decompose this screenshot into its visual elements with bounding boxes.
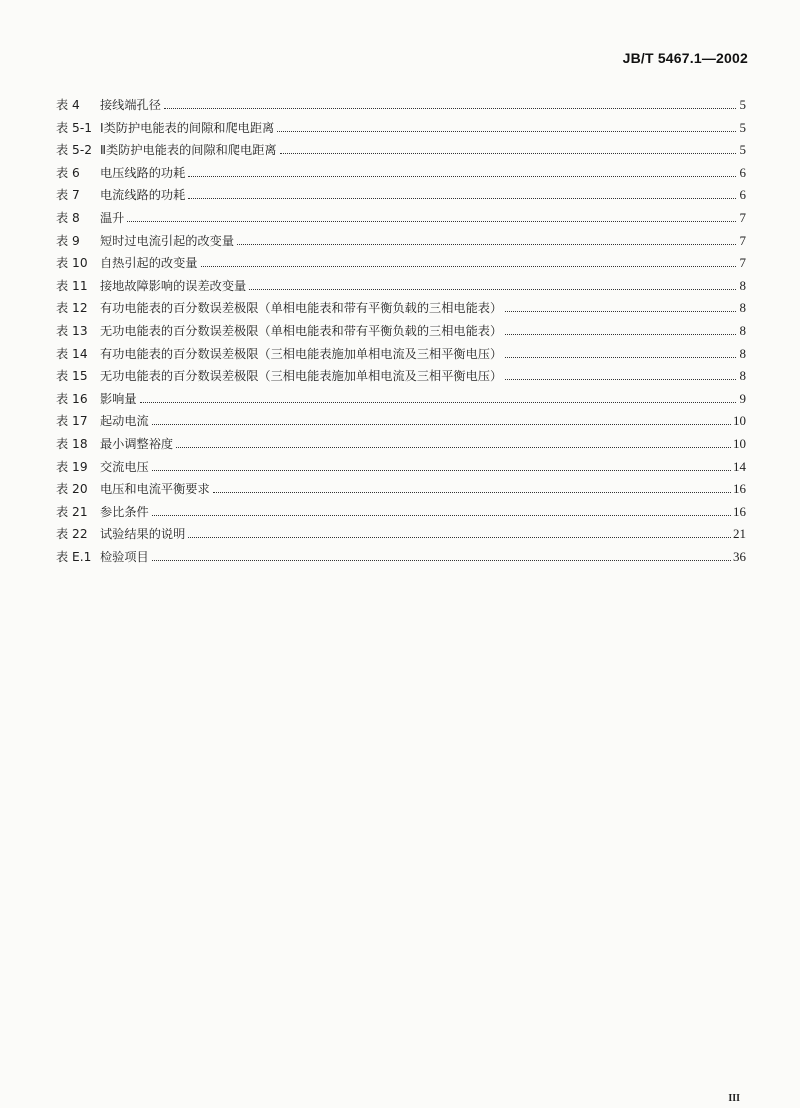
toc-entry-number: 表 6 bbox=[56, 165, 80, 180]
toc-entry-number: 表 E.1 bbox=[56, 549, 92, 564]
toc-entry-number: 表 11 bbox=[56, 278, 88, 293]
toc-entry-page: 14 bbox=[733, 458, 746, 474]
toc-leader-dots bbox=[237, 244, 736, 245]
toc-entry-number: 表 8 bbox=[56, 210, 80, 225]
toc-entry-title: 试验结果的说明 bbox=[100, 527, 186, 542]
toc-entry-number: 表 20 bbox=[56, 482, 88, 497]
toc-entry-title: 无功电能表的百分数误差极限（单相电能表和带有平衡负载的三相电能表） bbox=[100, 323, 503, 338]
toc-leader-dots bbox=[176, 447, 731, 448]
toc-entry-title: 有功电能表的百分数误差极限（三相电能表施加单相电流及三相平衡电压） bbox=[100, 346, 503, 361]
toc-entry-title: 交流电压 bbox=[100, 459, 149, 474]
toc-entry-title: 电流线路的功耗 bbox=[100, 188, 186, 203]
toc-entry[interactable] bbox=[56, 388, 746, 411]
toc-leader-dots bbox=[140, 402, 736, 403]
toc-leader-dots bbox=[505, 311, 736, 312]
toc-leader-dots bbox=[280, 153, 736, 154]
toc-entry-number: 表 22 bbox=[56, 527, 88, 542]
toc-leader-dots bbox=[249, 289, 736, 290]
toc-entry-page: 8 bbox=[739, 300, 746, 316]
toc-leader-dots bbox=[152, 470, 731, 471]
toc-entry-page: 6 bbox=[739, 187, 746, 203]
standard-code: JB/T 5467.1—2002 bbox=[622, 50, 748, 66]
toc-entry-title: 短时过电流引起的改变量 bbox=[100, 233, 235, 248]
toc-entry-page: 8 bbox=[739, 277, 746, 293]
toc-entry-title: 接地故障影响的误差改变量 bbox=[100, 278, 247, 293]
toc-entry-number: 表 5-2 bbox=[56, 143, 92, 158]
toc-entry-page: 8 bbox=[739, 368, 746, 384]
toc-leader-dots bbox=[188, 176, 736, 177]
toc-entry-title: 接线端孔径 bbox=[100, 98, 161, 112]
toc-entry-page: 7 bbox=[739, 255, 746, 271]
toc-entry[interactable] bbox=[56, 297, 746, 320]
toc-entry[interactable] bbox=[56, 230, 746, 253]
toc-leader-dots bbox=[152, 424, 731, 425]
toc-entry[interactable] bbox=[56, 478, 746, 501]
toc-entry-title: 无功电能表的百分数误差极限（三相电能表施加单相电流及三相平衡电压） bbox=[100, 369, 503, 384]
toc-entry-number: 表 17 bbox=[56, 414, 88, 429]
toc-entry-page: 36 bbox=[733, 548, 746, 564]
toc-entry-title: 起动电流 bbox=[100, 414, 149, 429]
page-number: III bbox=[728, 1093, 740, 1104]
toc-entry-number: 表 7 bbox=[56, 188, 80, 203]
toc-entry[interactable] bbox=[56, 275, 746, 298]
toc-entry[interactable] bbox=[56, 456, 746, 479]
toc-entry-page: 5 bbox=[739, 119, 746, 135]
toc-entry[interactable] bbox=[56, 252, 746, 275]
toc-entry-number: 表 5-1 bbox=[56, 120, 92, 135]
toc-entry-title: 电压线路的功耗 bbox=[100, 165, 186, 180]
toc-entry-page: 10 bbox=[733, 413, 746, 429]
toc-entry-title: 影响量 bbox=[100, 391, 137, 406]
toc-leader-dots bbox=[505, 357, 736, 358]
toc-entry-title: 最小调整裕度 bbox=[100, 436, 174, 451]
toc-entry-title: 温升 bbox=[100, 210, 125, 225]
toc-entry-page: 9 bbox=[739, 390, 746, 406]
toc-entry-title: 有功电能表的百分数误差极限（单相电能表和带有平衡负载的三相电能表） bbox=[100, 301, 503, 316]
toc-leader-dots bbox=[152, 560, 731, 561]
toc-entry[interactable] bbox=[56, 546, 746, 569]
toc-entry-title: 检验项目 bbox=[100, 549, 149, 564]
toc-entry-page: 21 bbox=[733, 526, 746, 542]
toc-entry[interactable] bbox=[56, 162, 746, 185]
toc-leader-dots bbox=[277, 131, 736, 132]
toc-entry-page: 8 bbox=[739, 322, 746, 338]
table-list-toc bbox=[56, 94, 746, 568]
toc-entry[interactable] bbox=[56, 94, 746, 117]
toc-entry[interactable] bbox=[56, 410, 746, 433]
toc-leader-dots bbox=[188, 537, 731, 538]
toc-leader-dots bbox=[127, 221, 736, 222]
toc-entry-title: Ⅰ类防护电能表的间隙和爬电距离 bbox=[100, 120, 275, 135]
toc-entry-title: 参比条件 bbox=[100, 504, 149, 519]
toc-leader-dots bbox=[505, 334, 736, 335]
toc-entry-page: 7 bbox=[739, 232, 746, 248]
toc-entry[interactable] bbox=[56, 184, 746, 207]
toc-entry-number: 表 13 bbox=[56, 323, 88, 338]
toc-entry-page: 5 bbox=[739, 142, 746, 158]
toc-entry[interactable] bbox=[56, 117, 746, 140]
toc-entry[interactable] bbox=[56, 523, 746, 546]
toc-entry-number: 表 10 bbox=[56, 256, 88, 271]
toc-entry-title: 电压和电流平衡要求 bbox=[100, 482, 210, 497]
toc-entry-number: 表 21 bbox=[56, 504, 88, 519]
toc-leader-dots bbox=[505, 379, 736, 380]
toc-entry-number: 表 15 bbox=[56, 369, 88, 384]
toc-entry[interactable] bbox=[56, 139, 746, 162]
toc-leader-dots bbox=[213, 492, 731, 493]
toc-entry-page: 16 bbox=[733, 481, 746, 497]
toc-entry[interactable] bbox=[56, 320, 746, 343]
toc-entry-number: 表 19 bbox=[56, 459, 88, 474]
toc-entry-page: 8 bbox=[739, 345, 746, 361]
toc-leader-dots bbox=[188, 198, 736, 199]
toc-entry-page: 5 bbox=[739, 97, 746, 112]
toc-entry-number: 表 4 bbox=[56, 98, 80, 112]
toc-entry-number: 表 9 bbox=[56, 233, 80, 248]
toc-entry-number: 表 18 bbox=[56, 436, 88, 451]
toc-entry-page: 10 bbox=[733, 435, 746, 451]
toc-leader-dots bbox=[152, 515, 731, 516]
toc-entry[interactable] bbox=[56, 365, 746, 388]
toc-entry-title: 自热引起的改变量 bbox=[100, 256, 198, 271]
toc-entry-number: 表 16 bbox=[56, 391, 88, 406]
toc-entry[interactable] bbox=[56, 207, 746, 230]
toc-leader-dots bbox=[201, 266, 737, 267]
toc-entry-page: 7 bbox=[739, 209, 746, 225]
toc-entry-page: 16 bbox=[733, 503, 746, 519]
toc-entry[interactable] bbox=[56, 501, 746, 524]
toc-leader-dots bbox=[164, 108, 736, 109]
toc-entry-title: Ⅱ类防护电能表的间隙和爬电距离 bbox=[100, 143, 277, 158]
toc-entry[interactable] bbox=[56, 433, 746, 456]
toc-entry-page: 6 bbox=[739, 164, 746, 180]
toc-entry-number: 表 14 bbox=[56, 346, 88, 361]
toc-entry-number: 表 12 bbox=[56, 301, 88, 316]
toc-entry[interactable] bbox=[56, 343, 746, 366]
